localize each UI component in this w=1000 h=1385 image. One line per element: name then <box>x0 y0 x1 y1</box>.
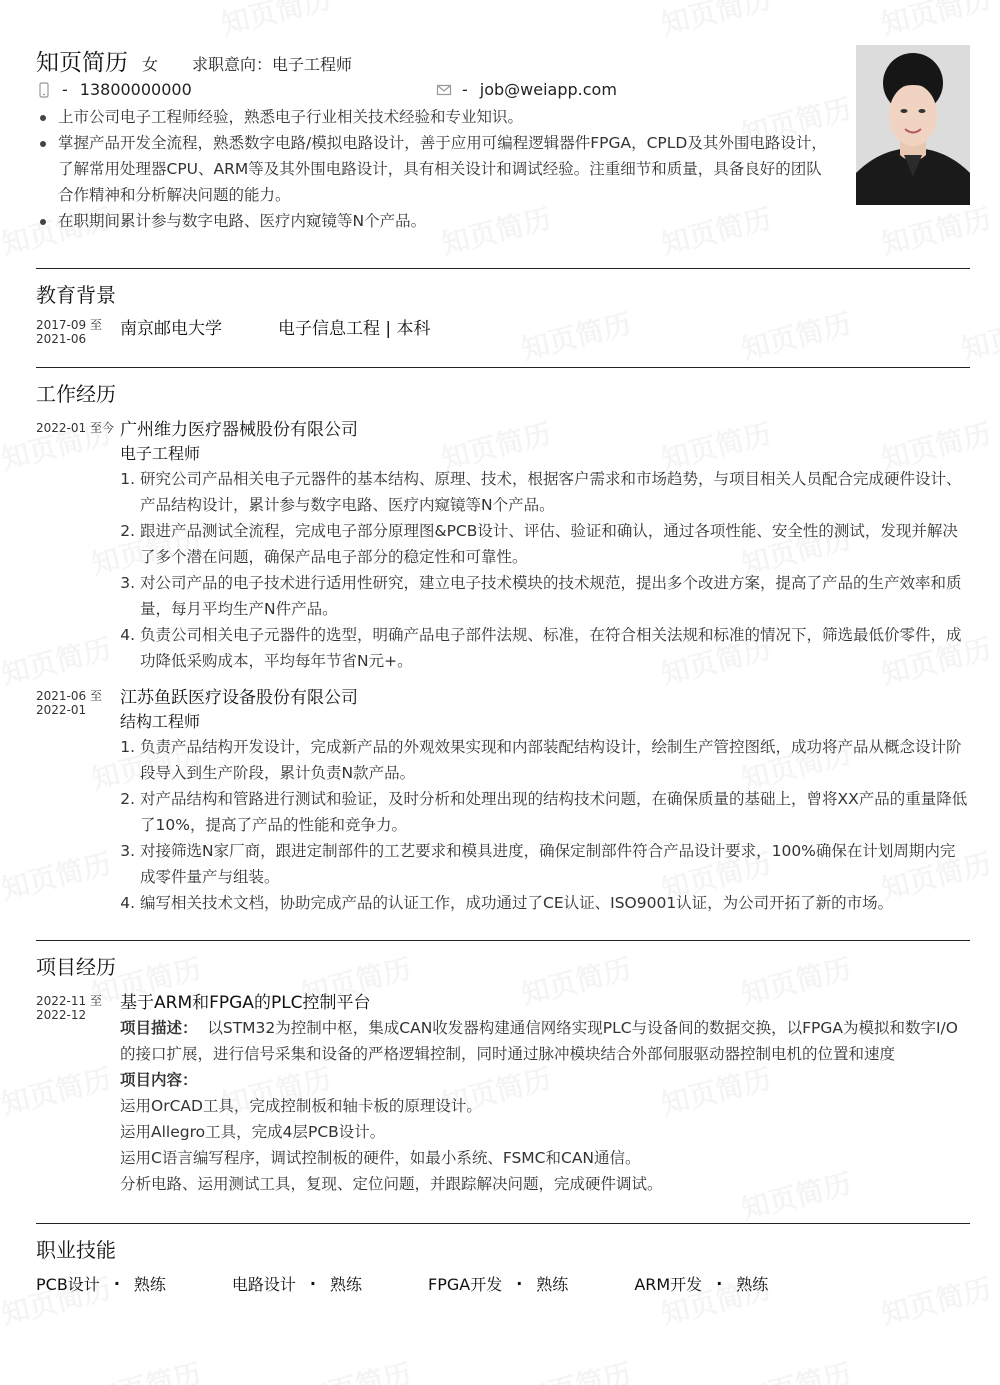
date-start: 2021-06 至 <box>36 689 102 703</box>
entry-date <box>36 994 102 1022</box>
project-content-item: 运用Allegro工具，完成4层PCB设计。 <box>120 1123 386 1141</box>
job-role: 电子工程师 <box>120 444 201 463</box>
skills-list <box>36 1272 970 1295</box>
skill-item <box>232 1272 362 1295</box>
mail-icon <box>436 82 452 98</box>
entry-date <box>36 421 114 435</box>
candidate-gender: 女 <box>142 55 159 74</box>
job-intent-value: 电子工程师 <box>272 55 353 74</box>
job-duties <box>120 734 970 916</box>
project-description <box>120 1015 970 1067</box>
skill-level: 熟练 <box>736 1275 769 1294</box>
job-duties <box>120 466 970 674</box>
date-end: 2022-12 <box>36 1008 87 1022</box>
skill-item <box>634 1272 768 1295</box>
watermark <box>737 1352 855 1385</box>
skill-name: PCB设计 <box>36 1275 100 1294</box>
job-role: 结构工程师 <box>120 712 201 731</box>
skill-separator: · <box>716 1274 723 1293</box>
project-description-label: 项目描述： <box>120 1019 198 1037</box>
project-name: 基于ARM和FPGA的PLC控制平台 <box>120 993 371 1013</box>
skill-item <box>36 1272 166 1295</box>
profile-photo <box>856 45 970 205</box>
section-title: 项目经历 <box>36 955 116 979</box>
watermark <box>87 1352 205 1385</box>
company-name: 广州维力医疗器械股份有限公司 <box>120 420 358 440</box>
summary-list <box>36 104 836 234</box>
list-item: 4. 负责公司相关电子元器件的选型，明确产品电子部件法规、标准，在符合相关法规和标准的情况下，筛选最低价零件，成功降低采购成本，平均每年节省N元+。 <box>140 622 970 674</box>
list-item: 2. 跟进产品测试全流程，完成电子部分原理图&PCB设计、评估、验证和确认，通过各项性能、安全性的测试，发现并解决了多个潜在问题，确保产品电子部分的稳定性和可靠性。 <box>140 518 970 570</box>
candidate-name: 知页简历 <box>36 50 128 76</box>
date-start: 2022-01 至今 <box>36 421 114 435</box>
summary-item: 在职期间累计参与数字电路、医疗内窥镜等N个产品。 <box>36 208 836 234</box>
skill-name: FPGA开发 <box>428 1275 503 1294</box>
phone-icon <box>36 82 52 98</box>
watermark <box>877 0 995 43</box>
education-section <box>36 268 970 367</box>
school-name: 南京邮电大学 <box>120 319 222 339</box>
skill-name: ARM开发 <box>634 1275 703 1294</box>
job-intent <box>192 52 352 75</box>
resume-page <box>36 40 970 1304</box>
date-start: 2022-11 至 <box>36 994 102 1008</box>
job-entry <box>36 418 970 674</box>
project-content-label: 项目内容： <box>120 1071 198 1089</box>
profile-photo-illustration <box>856 45 970 205</box>
skill-level: 熟练 <box>536 1275 569 1294</box>
entry-date <box>36 689 102 717</box>
education-entry <box>36 317 970 346</box>
list-item: 1. 负责产品结构开发设计，完成新产品的外观效果实现和内部装配结构设计，绘制生产管控图纸，成功将产品从概念设计阶段导入到生产阶段，累计负责N款产品。 <box>140 734 970 786</box>
summary-item: 掌握产品开发全流程，熟悉数字电路/模拟电路设计，善于应用可编程逻辑器件FPGA，CPLD及其外围电路设计，了解常用处理器CPU、ARM等及其外围电路设计，具有相关设计和调试经验。注重细节和质量，具备良好的团队合作精神和分析解决问题的能力。 <box>36 130 836 208</box>
skill-item <box>428 1272 568 1295</box>
date-end: 2022-01 <box>36 703 87 717</box>
email-address: job@weiapp.com <box>479 80 617 99</box>
project-entry <box>36 991 970 1197</box>
skill-name: 电路设计 <box>231 1275 296 1294</box>
job-intent-label: 求职意向： <box>192 55 273 74</box>
job-entry <box>36 686 970 916</box>
section-title: 工作经历 <box>36 382 116 406</box>
phone-number: 13800000000 <box>79 80 192 99</box>
major-degree: 电子信息工程 | 本科 <box>278 319 431 339</box>
section-title: 教育背景 <box>36 283 116 307</box>
list-item: 2. 对产品结构和管路进行测试和验证，及时分析和处理出现的结构技术问题，在确保质量的基础上，曾将XX产品的重量降低了10%，提高了产品的性能和竞争力。 <box>140 786 970 838</box>
watermark <box>657 0 775 43</box>
resume-header <box>36 40 970 268</box>
section-title: 职业技能 <box>36 1238 116 1262</box>
skill-separator: · <box>309 1274 316 1293</box>
date-start: 2017-09 至 <box>36 318 102 332</box>
watermark <box>297 1352 415 1385</box>
summary-item: 上市公司电子工程师经验，熟悉电子行业相关技术经验和专业知识。 <box>36 104 836 130</box>
entry-date <box>36 318 102 346</box>
list-item: 3. 对公司产品的电子技术进行适用性研究，建立电子技术模块的技术规范，提出多个改进方案，提高了产品的生产效率和质量，每月平均生产N件产品。 <box>140 570 970 622</box>
name-line <box>36 44 352 77</box>
watermark <box>217 0 335 43</box>
company-name: 江苏鱼跃医疗设备股份有限公司 <box>120 688 358 708</box>
contact-phone: - 13800000000 <box>36 80 192 99</box>
skills-section <box>36 1223 970 1304</box>
list-item: 4. 编写相关技术文档，协助完成产品的认证工作，成功通过了CE认证、ISO9001认证，为公司开拓了新的市场。 <box>140 890 970 916</box>
list-item: 3. 对接筛选N家厂商，跟进定制部件的工艺要求和模具进度，确保定制部件符合产品设计要求，100%确保在计划周期内完成零件量产与组装。 <box>140 838 970 890</box>
project-content-item: 分析电路、运用测试工具，复现、定位问题，并跟踪解决问题，完成硬件调试。 <box>120 1175 663 1193</box>
skill-level: 熟练 <box>133 1275 166 1294</box>
project-content-item: 运用C语言编写程序，调试控制板的硬件，如最小系统、FSMC和CAN通信。 <box>120 1149 641 1167</box>
work-section <box>36 367 970 940</box>
contact-email: - job@weiapp.com <box>436 80 617 99</box>
project-content-item: 运用OrCAD工具，完成控制板和轴卡板的原理设计。 <box>120 1097 482 1115</box>
watermark <box>517 1352 635 1385</box>
skill-separator: · <box>113 1274 120 1293</box>
date-end: 2021-06 <box>36 332 87 346</box>
skill-separator: · <box>516 1274 523 1293</box>
project-section <box>36 940 970 1223</box>
project-description-text: 以STM32为控制中枢，集成CAN收发器构建通信网络实现PLC与设备间的数据交换，以FPGA为模拟和数字I/O的接口扩展，进行信号采集和设备的严格逻辑控制，同时通过脉冲模块结合外部伺服驱动器控制电机的位置和速度 <box>120 1019 958 1063</box>
list-item: 1. 研究公司产品相关电子元器件的基本结构、原理、技术，根据客户需求和市场趋势，与项目相关人员配合完成硬件设计、产品结构设计，累计参与数字电路、医疗内窥镜等N个产品。 <box>140 466 970 518</box>
skill-level: 熟练 <box>330 1275 363 1294</box>
